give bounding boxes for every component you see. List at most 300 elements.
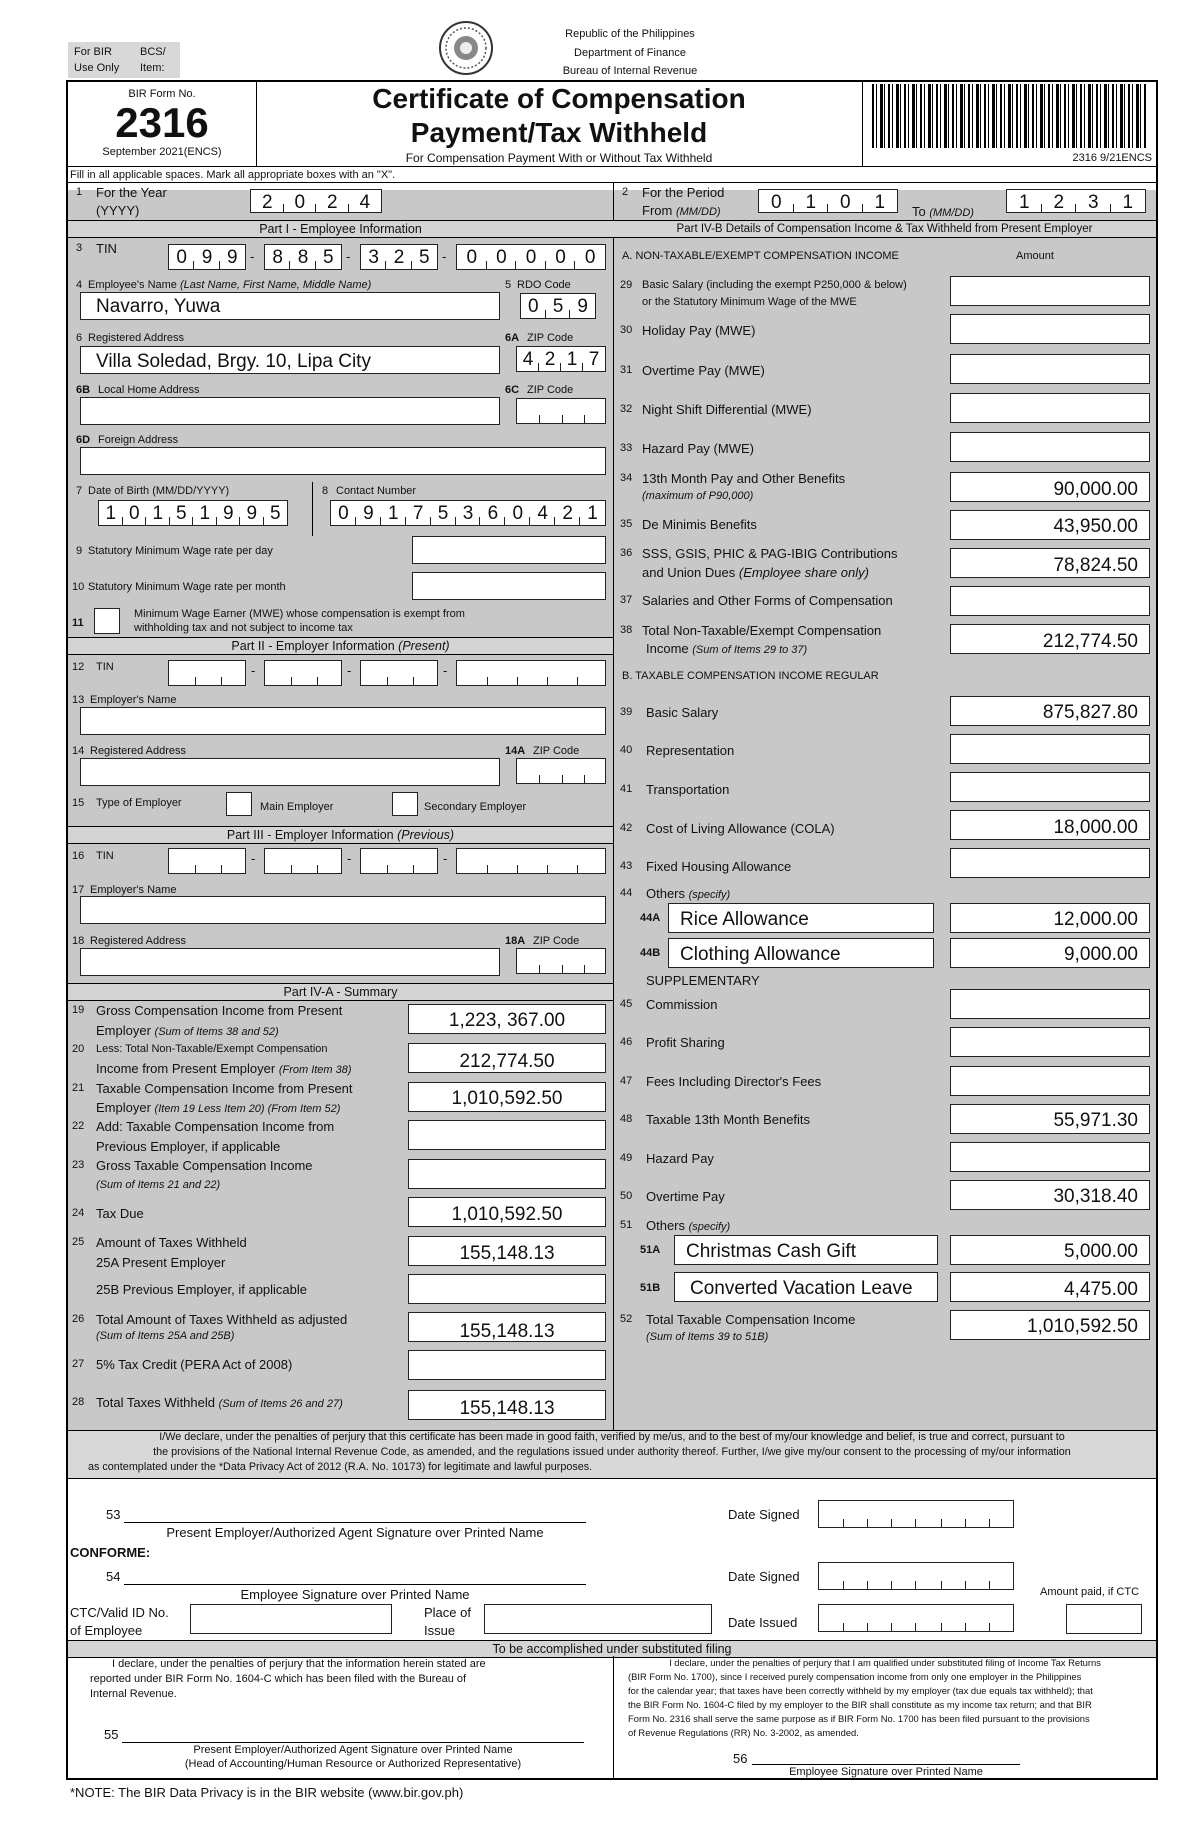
item-43-label: Fixed Housing Allowance bbox=[646, 859, 792, 874]
form-subtitle: For Compensation Payment With or Without Tax Withheld bbox=[405, 151, 713, 165]
tin-digit: 2 bbox=[386, 245, 411, 269]
item-26-number: 26 bbox=[72, 1313, 85, 1325]
substituted-right-line5: Form No. 2316 shall serve the same purpose as if BIR Form No. 1700 has been filed pursuant to the provisions bbox=[628, 1713, 1090, 1724]
item-41-field[interactable] bbox=[950, 772, 1150, 802]
item-51b-desc: Converted Vacation Leave bbox=[690, 1278, 913, 1299]
rdo-digit: 5 bbox=[546, 294, 571, 318]
republic-label: Republic of the Philippines bbox=[565, 28, 695, 40]
tin-digit: 9 bbox=[227, 247, 238, 268]
local-address-label: Local Home Address bbox=[98, 384, 200, 396]
item-29-label-2: or the Statutory Minimum Wage of the MWE bbox=[642, 296, 857, 308]
sig-54-caption: Employee Signature over Printed Name bbox=[240, 1587, 470, 1602]
item-29-label-1: Basic Salary (including the exempt P250,000 & below) bbox=[642, 279, 907, 291]
item-26-value: 155,148.13 bbox=[459, 1321, 555, 1342]
item-51-label: Others (specify) bbox=[646, 1218, 731, 1233]
foreign-address-field[interactable] bbox=[80, 447, 606, 475]
item-36-value: 78,824.50 bbox=[1053, 555, 1138, 576]
contact-label: Contact Number bbox=[336, 485, 417, 497]
from-digit: 0 bbox=[828, 190, 863, 212]
item-51a-desc: Christmas Cash Gift bbox=[686, 1241, 856, 1262]
dob-field[interactable] bbox=[98, 500, 288, 526]
substituted-filing-header: To be accomplished under substituted filing bbox=[68, 1640, 1156, 1658]
mwe-label-line2: withholding tax and not subject to income tax bbox=[134, 622, 353, 634]
date-issued-label: Date Issued bbox=[728, 1615, 798, 1630]
employer-address-field[interactable] bbox=[80, 758, 500, 786]
dob-digit: 1 bbox=[193, 501, 217, 525]
date-signed-label: Date Signed bbox=[728, 1507, 800, 1522]
item-36-label-1: SSS, GSIS, PHIC & PAG-IBIG Contributions bbox=[642, 546, 898, 561]
item-25-number: 25 bbox=[72, 1236, 85, 1248]
item-48-label: Taxable 13th Month Benefits bbox=[646, 1112, 811, 1127]
contact-digit: 1 bbox=[381, 501, 406, 525]
tin-dash: - bbox=[347, 663, 352, 678]
item-25a-value: 155,148.13 bbox=[459, 1243, 555, 1264]
form-number: 2316 bbox=[115, 99, 209, 146]
tin-dash: - bbox=[251, 851, 256, 866]
date-signed-label: Date Signed bbox=[728, 1569, 800, 1584]
period-from-field[interactable] bbox=[758, 189, 898, 213]
sig-55-caption-1: Present Employer/Authorized Agent Signature over Printed Name bbox=[193, 1744, 513, 1756]
item-25b-field[interactable] bbox=[408, 1274, 606, 1304]
dob-digit: 1 bbox=[146, 501, 170, 525]
contact-digit: 1 bbox=[587, 503, 598, 524]
item-40-label: Representation bbox=[646, 743, 735, 758]
tin-group-2[interactable] bbox=[264, 244, 342, 270]
item-21-label-2: Employer (Item 19 Less Item 20) (From Item 52) bbox=[96, 1100, 341, 1115]
for-year-label: For the Year bbox=[96, 185, 167, 200]
tin-dash: - bbox=[250, 249, 255, 264]
part2-header: Part II - Employer Information (Present) bbox=[68, 637, 613, 655]
min-wage-month-label: Statutory Minimum Wage rate per month bbox=[88, 581, 286, 593]
item-27-label: 5% Tax Credit (PERA Act of 2008) bbox=[96, 1357, 293, 1372]
zip-digit: 7 bbox=[588, 349, 600, 370]
min-wage-day-label: Statutory Minimum Wage rate per day bbox=[88, 545, 273, 557]
rdo-digit: 0 bbox=[521, 294, 546, 318]
employer-tin-group-1[interactable] bbox=[168, 660, 246, 686]
item-50-value: 30,318.40 bbox=[1053, 1186, 1138, 1207]
item-23-label-1: Gross Taxable Compensation Income bbox=[96, 1158, 313, 1173]
item-52-number: 52 bbox=[620, 1313, 633, 1325]
mwe-checkbox[interactable] bbox=[94, 608, 120, 634]
substituted-divider bbox=[613, 1656, 614, 1778]
ctc-label-2: of Employee bbox=[70, 1623, 143, 1638]
item-33-number: 33 bbox=[620, 442, 633, 454]
item-22-field[interactable] bbox=[408, 1120, 606, 1150]
prev-employer-name-field[interactable] bbox=[80, 896, 606, 924]
instructions: Fill in all applicable spaces. Mark all appropriate boxes with an "X". bbox=[70, 169, 396, 181]
main-employer-checkbox[interactable] bbox=[226, 792, 252, 816]
employer-type-label: Type of Employer bbox=[96, 797, 182, 809]
item-23-label-2: (Sum of Items 21 and 22) bbox=[96, 1179, 221, 1191]
tin-digit: 0 bbox=[584, 247, 596, 268]
date-signed-53-field[interactable] bbox=[818, 1500, 1014, 1528]
prev-employer-tin-group-2[interactable] bbox=[264, 848, 342, 874]
tin-digit: 0 bbox=[487, 245, 517, 269]
item-44-label: Others (specify) bbox=[646, 886, 731, 901]
item-46-number: 46 bbox=[620, 1036, 633, 1048]
zip-digit: 4 bbox=[517, 347, 539, 371]
for-year-format: (YYYY) bbox=[96, 203, 140, 218]
item-6b-number: 6B bbox=[76, 384, 91, 396]
item-45-field[interactable] bbox=[950, 989, 1150, 1019]
column-divider bbox=[613, 182, 614, 1430]
item-42-value: 18,000.00 bbox=[1053, 817, 1138, 838]
item-49-label: Hazard Pay bbox=[646, 1151, 714, 1166]
item-6-number: 6 bbox=[76, 332, 83, 344]
item-42-label: Cost of Living Allowance (COLA) bbox=[646, 821, 835, 836]
item-44a-number: 44A bbox=[640, 912, 661, 924]
secondary-employer-checkbox[interactable] bbox=[392, 792, 418, 816]
item-7-number: 7 bbox=[76, 485, 83, 497]
item-21-value: 1,010,592.50 bbox=[451, 1088, 563, 1109]
item-51a-value: 5,000.00 bbox=[1064, 1241, 1138, 1262]
main-employer-label: Main Employer bbox=[260, 801, 334, 813]
item-23-number: 23 bbox=[72, 1159, 85, 1171]
employer-zip-field[interactable] bbox=[516, 758, 606, 784]
zip-code-field[interactable] bbox=[516, 346, 606, 372]
date-issued-field[interactable] bbox=[818, 1604, 1014, 1632]
prev-employer-tin-label: TIN bbox=[96, 850, 114, 862]
tin-dash: - bbox=[346, 249, 351, 264]
item-22-number: 22 bbox=[72, 1120, 85, 1132]
sig-53-caption: Present Employer/Authorized Agent Signature over Printed Name bbox=[166, 1525, 544, 1540]
sig-56-line bbox=[752, 1764, 1020, 1765]
tin-group-3[interactable] bbox=[360, 244, 438, 270]
substituted-left-line3: Internal Revenue. bbox=[90, 1688, 177, 1700]
tin-label: TIN bbox=[96, 241, 117, 256]
item-20-value: 212,774.50 bbox=[459, 1051, 555, 1072]
item-51-number: 51 bbox=[620, 1219, 633, 1231]
item-33-label: Hazard Pay (MWE) bbox=[642, 441, 754, 456]
to-digit: 1 bbox=[1007, 190, 1042, 212]
item-19-label-2: Employer (Sum of Items 38 and 52) bbox=[96, 1023, 279, 1038]
employer-tin-group-3[interactable] bbox=[360, 660, 438, 686]
item-1-number: 1 bbox=[76, 186, 83, 198]
to-digit: 3 bbox=[1076, 190, 1111, 212]
item-45-number: 45 bbox=[620, 998, 633, 1010]
date-signed-54-field[interactable] bbox=[818, 1562, 1014, 1590]
item-32-label: Night Shift Differential (MWE) bbox=[642, 402, 812, 417]
instructions-line bbox=[68, 182, 1156, 183]
item-35-value: 43,950.00 bbox=[1053, 516, 1138, 537]
contact-digit: 3 bbox=[456, 501, 481, 525]
item-15-number: 15 bbox=[72, 797, 85, 809]
barcode bbox=[872, 84, 1148, 148]
item-35-label: De Minimis Benefits bbox=[642, 517, 757, 532]
conforme-label: CONFORME: bbox=[70, 1545, 151, 1560]
item-32-number: 32 bbox=[620, 403, 633, 415]
dob-digit: 5 bbox=[269, 503, 281, 524]
employer-tin-group-4[interactable] bbox=[456, 660, 606, 686]
item-49-field[interactable] bbox=[950, 1142, 1150, 1172]
sig-56-caption: Employee Signature over Printed Name bbox=[789, 1766, 983, 1778]
substituted-right-line3: for the calendar year; that taxes have been correctly withheld by my employer (tax due equals tax withheld); that bbox=[628, 1685, 1093, 1696]
employer-name-label: Employer's Name bbox=[90, 694, 177, 706]
item-37-field[interactable] bbox=[950, 586, 1150, 616]
item-5-number: 5 bbox=[505, 279, 512, 291]
prev-employer-zip-field[interactable] bbox=[516, 948, 606, 974]
employer-address-label: Registered Address bbox=[90, 745, 186, 757]
item-43-number: 43 bbox=[620, 860, 633, 872]
zip-digit: 1 bbox=[561, 347, 583, 371]
item-32-field[interactable] bbox=[950, 393, 1150, 423]
tin-group-1[interactable] bbox=[168, 244, 246, 270]
min-wage-month-field[interactable] bbox=[412, 572, 606, 600]
item-45-label: Commission bbox=[646, 997, 718, 1012]
item-44-number: 44 bbox=[620, 887, 633, 899]
item-29-field[interactable] bbox=[950, 276, 1150, 306]
local-address-field[interactable] bbox=[80, 397, 500, 425]
ctc-label-1: CTC/Valid ID No. bbox=[70, 1605, 169, 1620]
item-37-number: 37 bbox=[620, 594, 633, 606]
item-27-field[interactable] bbox=[408, 1350, 606, 1380]
tin-digit: 8 bbox=[290, 245, 315, 269]
ctc-number-field[interactable] bbox=[190, 1604, 392, 1634]
tin-dash: - bbox=[442, 249, 447, 264]
zip-6c-label: ZIP Code bbox=[527, 384, 574, 396]
item-52-value: 1,010,592.50 bbox=[1027, 1316, 1138, 1337]
item-18-number: 18 bbox=[72, 935, 85, 947]
item-30-field[interactable] bbox=[950, 314, 1150, 344]
item-24-label: Tax Due bbox=[96, 1206, 144, 1221]
item-51b-value: 4,475.00 bbox=[1064, 1279, 1138, 1300]
sig-53-line bbox=[124, 1522, 586, 1523]
to-label: To (MM/DD) bbox=[912, 204, 974, 219]
sig-54-number: 54 bbox=[106, 1569, 121, 1584]
item-19-number: 19 bbox=[72, 1004, 85, 1016]
item-8-number: 8 bbox=[322, 485, 329, 497]
section-b-label: B. TAXABLE COMPENSATION INCOME REGULAR bbox=[622, 670, 879, 682]
prev-employer-tin-group-4[interactable] bbox=[456, 848, 606, 874]
tin-digit: 9 bbox=[194, 245, 219, 269]
substituted-right-line4: the BIR Form No. 1604-C filed by my employer to the BIR shall constitute as my income tax return; and that BIR bbox=[628, 1699, 1092, 1710]
foreign-address-label: Foreign Address bbox=[98, 434, 179, 446]
contact-digit: 2 bbox=[555, 501, 580, 525]
zip-6c-field[interactable] bbox=[516, 398, 606, 424]
prev-employer-name-label: Employer's Name bbox=[90, 884, 177, 896]
place-of-issue-label-2: Issue bbox=[424, 1623, 456, 1638]
item-52-label-2: (Sum of Items 39 to 51B) bbox=[646, 1331, 769, 1343]
item-24-value: 1,010,592.50 bbox=[451, 1204, 563, 1225]
item-21-label-1: Taxable Compensation Income from Present bbox=[96, 1081, 353, 1096]
item-46-field[interactable] bbox=[950, 1027, 1150, 1057]
tin-digit: 5 bbox=[323, 247, 334, 268]
rdo-field[interactable] bbox=[520, 293, 596, 319]
item-44b-desc: Clothing Allowance bbox=[680, 944, 841, 965]
prev-employer-address-label: Registered Address bbox=[90, 935, 186, 947]
part3-header: Part III - Employer Information (Previous) bbox=[68, 826, 613, 844]
substituted-left-line1: I declare, under the penalties of perjury that the information herein stated are bbox=[112, 1658, 486, 1670]
item-47-label: Fees Including Director's Fees bbox=[646, 1074, 822, 1089]
dob-digit: 0 bbox=[123, 501, 147, 525]
tin-digit: 0 bbox=[546, 245, 576, 269]
rdo-label: RDO Code bbox=[517, 279, 571, 291]
min-wage-day-field[interactable] bbox=[412, 536, 606, 564]
item-18a-number: 18A bbox=[505, 935, 526, 947]
prev-employer-tin-group-1[interactable] bbox=[168, 848, 246, 874]
tin-digit: 3 bbox=[361, 245, 386, 269]
item-10-number: 10 bbox=[72, 581, 85, 593]
form-title-line2: Payment/Tax Withheld bbox=[410, 117, 708, 148]
bureau-label: Bureau of Internal Revenue bbox=[562, 65, 698, 77]
zip-digit: 2 bbox=[539, 347, 561, 371]
item-47-field[interactable] bbox=[950, 1066, 1150, 1096]
item-6c-number: 6C bbox=[505, 384, 520, 396]
substituted-right-line6: of Revenue Regulations (RR) No. 3-2002, as amended. bbox=[628, 1727, 859, 1738]
item-34-value: 90,000.00 bbox=[1053, 479, 1138, 500]
item-23-field[interactable] bbox=[408, 1159, 606, 1189]
item-27-number: 27 bbox=[72, 1358, 85, 1370]
contact-field[interactable] bbox=[330, 500, 606, 526]
item-34-label-1: 13th Month Pay and Other Benefits bbox=[642, 471, 846, 486]
tin-dash: - bbox=[251, 663, 256, 678]
item-39-value: 875,827.80 bbox=[1042, 702, 1138, 723]
footer-note: *NOTE: The BIR Data Privacy is in the BIR website (www.bir.gov.ph) bbox=[70, 1785, 464, 1800]
item-31-field[interactable] bbox=[950, 354, 1150, 384]
substituted-right-line1: I declare, under the penalties of perjury that I am qualified under substituted filing of Income Tax Returns bbox=[669, 1657, 1101, 1668]
item-51b-number: 51B bbox=[640, 1282, 661, 1294]
department-label: Department of Finance bbox=[574, 47, 686, 59]
item-39-number: 39 bbox=[620, 706, 633, 718]
from-digit: 1 bbox=[874, 192, 886, 213]
contact-digit: 6 bbox=[480, 501, 505, 525]
item-39-label: Basic Salary bbox=[646, 705, 719, 720]
item-33-field[interactable] bbox=[950, 432, 1150, 462]
item-41-number: 41 bbox=[620, 783, 633, 795]
item-40-number: 40 bbox=[620, 744, 633, 756]
for-bir-label: For BIR bbox=[74, 46, 112, 58]
from-label: From (MM/DD) bbox=[642, 203, 721, 218]
item-13-number: 13 bbox=[72, 694, 85, 706]
dob-label: Date of Birth (MM/DD/YYYY) bbox=[88, 485, 230, 497]
form-no-label: BIR Form No. bbox=[128, 88, 196, 100]
item-50-label: Overtime Pay bbox=[646, 1189, 725, 1204]
item-3-number: 3 bbox=[76, 242, 83, 254]
item-48-value: 55,971.30 bbox=[1053, 1110, 1138, 1131]
place-of-issue-field[interactable] bbox=[484, 1604, 712, 1634]
use-only-label: Use Only bbox=[74, 62, 120, 74]
employee-name-value: Navarro, Yuwa bbox=[96, 296, 221, 317]
item-11-number: 11 bbox=[72, 617, 84, 629]
item-25a-label: 25A Present Employer bbox=[96, 1255, 226, 1270]
declaration-line3: as contemplated under the *Data Privacy Act of 2012 (R.A. No. 10173) for legitimate and lawful purposes. bbox=[88, 1461, 593, 1473]
zip-code-label: ZIP Code bbox=[527, 332, 574, 344]
item-20-label-2: Income from Present Employer (From Item 38) bbox=[96, 1061, 352, 1076]
item-38-label-1: Total Non-Taxable/Exempt Compensation bbox=[642, 623, 882, 638]
item-16-number: 16 bbox=[72, 850, 85, 862]
item-47-number: 47 bbox=[620, 1075, 633, 1087]
tin-group-4[interactable] bbox=[456, 244, 606, 270]
form-version: September 2021(ENCS) bbox=[102, 146, 222, 158]
tin-digit: 0 bbox=[516, 245, 546, 269]
tin-dash: - bbox=[443, 851, 448, 866]
item-20-label-1: Less: Total Non-Taxable/Exempt Compensation bbox=[96, 1043, 328, 1055]
substituted-left-line2: reported under BIR Form No. 1604-C which has been filed with the Bureau of bbox=[90, 1673, 467, 1685]
form-title-line1: Certificate of Compensation bbox=[372, 83, 746, 114]
item-48-number: 48 bbox=[620, 1113, 633, 1125]
tin-dash: - bbox=[347, 851, 352, 866]
dob-digit: 9 bbox=[217, 501, 241, 525]
tin-dash: - bbox=[443, 663, 448, 678]
sig-54-line bbox=[124, 1584, 586, 1585]
declaration-line2: the provisions of the National Internal Revenue Code, as amended, and the regulations issued under authority thereof. Further, I/we give my/our consent to the processing of my/our information bbox=[153, 1446, 1071, 1458]
sig-55-line bbox=[122, 1742, 584, 1743]
year-digit: 2 bbox=[251, 190, 284, 212]
amount-paid-label: Amount paid, if CTC bbox=[1040, 1586, 1140, 1598]
contact-digit: 0 bbox=[505, 501, 530, 525]
dob-digit: 1 bbox=[99, 501, 123, 525]
item-49-number: 49 bbox=[620, 1152, 633, 1164]
employee-name-label: Employee's Name (Last Name, First Name, Middle Name) bbox=[88, 279, 372, 291]
item-41-label: Transportation bbox=[646, 782, 730, 797]
sig-55-caption-2: (Head of Accounting/Human Resource or Authorized Representative) bbox=[184, 1758, 522, 1770]
mwe-label-line1: Minimum Wage Earner (MWE) whose compensation is exempt from bbox=[134, 608, 465, 620]
registered-address-label: Registered Address bbox=[88, 332, 184, 344]
item-28-value: 155,148.13 bbox=[459, 1398, 555, 1419]
item-44b-number: 44B bbox=[640, 947, 661, 959]
to-digit: 2 bbox=[1042, 190, 1077, 212]
item-40-field[interactable] bbox=[950, 734, 1150, 764]
for-period-label: For the Period bbox=[642, 185, 725, 200]
item-19-value: 1,223, 367.00 bbox=[448, 1010, 566, 1031]
item-2-number: 2 bbox=[622, 186, 629, 198]
contact-digit: 5 bbox=[431, 501, 456, 525]
item-42-number: 42 bbox=[620, 822, 633, 834]
substituted-right-line2: (BIR Form No. 1700), since I received purely compensation income from only one employer in the Philippines bbox=[628, 1671, 1082, 1682]
item-46-label: Profit Sharing bbox=[646, 1035, 725, 1050]
employer-tin-group-2[interactable] bbox=[264, 660, 342, 686]
year-field[interactable] bbox=[250, 189, 382, 213]
dob-contact-divider bbox=[312, 482, 313, 536]
item-14-number: 14 bbox=[72, 745, 85, 757]
declaration-line1: I/We declare, under the penalties of perjury that this certificate has been made in good faith, verified by me/us, and to the best of my/our knowledge and belief, is true and correct, pursuant to bbox=[159, 1431, 1065, 1443]
item-12-number: 12 bbox=[72, 661, 85, 673]
amount-paid-field[interactable] bbox=[1066, 1604, 1142, 1634]
tin-digit: 8 bbox=[265, 245, 290, 269]
item-label: Item: bbox=[140, 62, 165, 74]
prev-employer-tin-group-3[interactable] bbox=[360, 848, 438, 874]
item-25-label: Amount of Taxes Withheld bbox=[96, 1235, 247, 1250]
part4b-header: Part IV-B Details of Compensation Income & Tax Withheld from Present Employer bbox=[613, 220, 1156, 238]
item-28-number: 28 bbox=[72, 1396, 85, 1408]
item-25b-label: 25B Previous Employer, if applicable bbox=[96, 1282, 308, 1297]
item-17-number: 17 bbox=[72, 884, 85, 896]
item-43-field[interactable] bbox=[950, 848, 1150, 878]
contact-digit: 0 bbox=[331, 501, 356, 525]
registered-address-value: Villa Soledad, Brgy. 10, Lipa City bbox=[96, 351, 371, 372]
contact-digit: 7 bbox=[406, 501, 431, 525]
dob-digit: 5 bbox=[170, 501, 194, 525]
year-digit: 2 bbox=[316, 190, 349, 212]
item-30-label: Holiday Pay (MWE) bbox=[642, 323, 756, 338]
item-51a-number: 51A bbox=[640, 1244, 661, 1256]
section-a-label: A. NON-TAXABLE/EXEMPT COMPENSATION INCOME bbox=[622, 250, 899, 262]
from-digit: 0 bbox=[759, 190, 794, 212]
item-22-label-1: Add: Taxable Compensation Income from bbox=[96, 1119, 335, 1134]
from-digit: 1 bbox=[794, 190, 829, 212]
period-to-field[interactable] bbox=[1006, 189, 1146, 213]
prev-employer-zip-label: ZIP Code bbox=[533, 935, 580, 947]
dob-digit: 9 bbox=[240, 501, 264, 525]
item-37-label: Salaries and Other Forms of Compensation bbox=[642, 593, 893, 608]
employer-name-field[interactable] bbox=[80, 707, 606, 735]
employer-tin-label: TIN bbox=[96, 661, 114, 673]
item-44a-value: 12,000.00 bbox=[1053, 909, 1138, 930]
supplementary-label: SUPPLEMENTARY bbox=[646, 973, 760, 988]
prev-employer-address-field[interactable] bbox=[80, 948, 500, 976]
item-28-label: Total Taxes Withheld (Sum of Items 26 and 27) bbox=[96, 1395, 343, 1410]
part1-header: Part I - Employee Information bbox=[68, 220, 613, 238]
